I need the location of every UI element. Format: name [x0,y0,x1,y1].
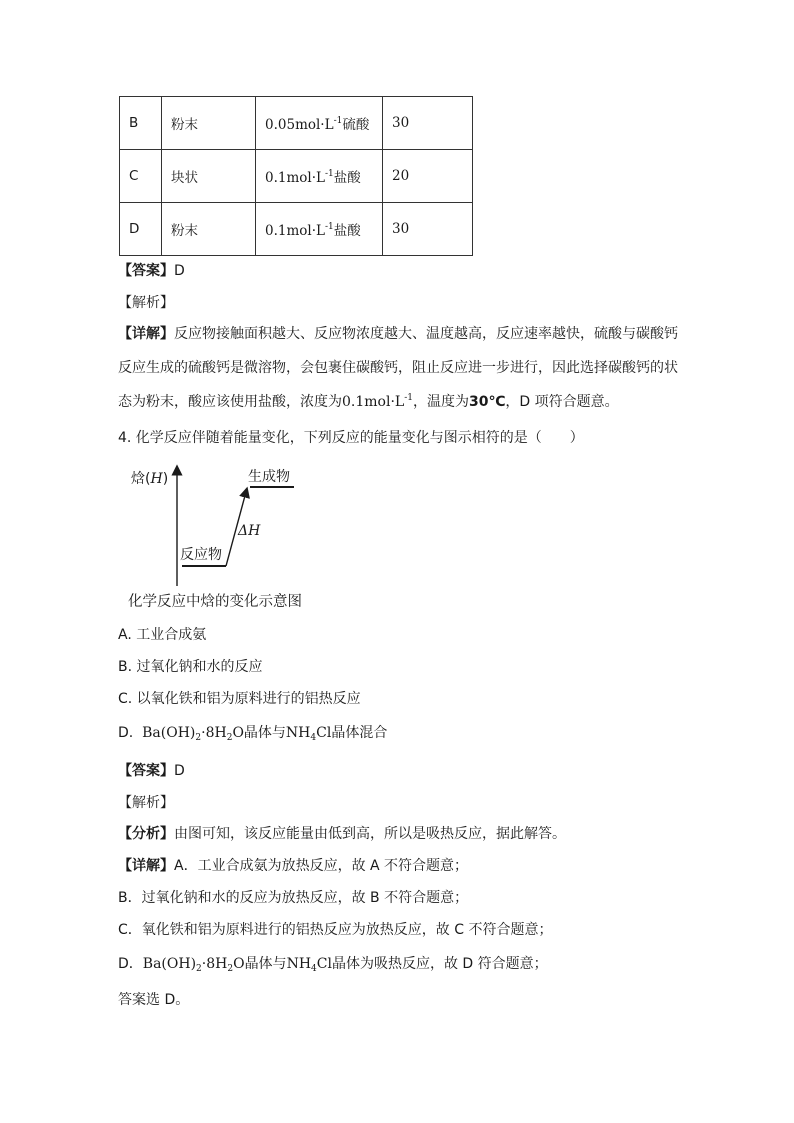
row-form: 粉末 [162,97,256,150]
q4-answer: 【答案】D [118,763,185,779]
row-form: 粉末 [162,203,256,256]
q4-detail-d: D．$Ba(OH)_2\cdot 8H_2O$晶体与$NH_4Cl$晶体为吸热反应，故 D 符合题意； [118,956,548,974]
row-temperature: 30 [383,97,473,150]
delta-h-label: ΔH [238,523,261,539]
table-row [120,97,473,150]
q4-fenxi: 【分析】由图可知，该反应能量由低到高，所以是吸热反应，据此解答。 [118,826,566,842]
row-letter: D [120,203,162,256]
table-row [120,150,473,203]
y-axis-label: 焓(H) [131,471,169,487]
q4-detail-b: B．过氧化钠和水的反应为放热反应，故 B 不符合题意； [118,890,469,906]
diagram-caption: 化学反应中焓的变化示意图 [128,594,302,610]
q4-detail-c: C．氧化铁和铝为原料进行的铝热反应为放热反应，故 C 不符合题意； [118,922,553,938]
option-b: B. 过氧化钠和水的反应 [118,659,263,675]
option-d: D. $Ba(OH)_2\cdot 8H_2O$晶体与$NH_4Cl$晶体混合 [118,725,388,743]
option-a: A. 工业合成氨 [118,627,207,643]
row-letter: C [120,150,162,203]
row-concentration: $0.1mol\cdot L^{-1}$盐酸 [256,150,383,203]
q3-detail-line-1: 【详解】反应物接触面积越大、反应物浓度越大、温度越高，反应速率越快，硫酸与碳酸钙 [118,326,678,342]
q3-analysis-tag: 【解析】 [118,295,174,311]
reactant-label: 反应物 [180,547,222,563]
q4-final-answer: 答案选 D。 [118,992,190,1008]
option-c: C. 以氧化铁和铝为原料进行的铝热反应 [118,691,361,707]
row-concentration: $0.05mol\cdot L^{-1}$硫酸 [256,97,383,150]
table-row [120,203,473,256]
q4-detail-a: 【详解】A．工业合成氨为放热反应，故 A 不符合题意； [118,858,469,874]
q4-analysis-tag: 【解析】 [118,795,174,811]
row-letter: B [120,97,162,150]
row-form: 块状 [162,150,256,203]
q4-stem: 4. 化学反应伴随着能量变化，下列反应的能量变化与图示相符的是（ ） [118,430,584,446]
q3-answer: 【答案】D [118,263,185,279]
row-concentration: $0.1mol\cdot L^{-1}$盐酸 [256,203,383,256]
enthalpy-diagram [128,462,328,612]
q3-detail-line-2: 反应生成的硫酸钙是微溶物，会包裹住碳酸钙，阻止反应进一步进行，因此选择碳酸钙的状 [118,360,678,376]
options-table [119,96,473,256]
q3-detail-line-3: 态为粉末，酸应该使用盐酸，浓度为$0.1mol\cdot L^{-1}$，温度为30℃，D 项符合题意。 [118,393,619,410]
row-temperature: 30 [383,203,473,256]
product-label: 生成物 [248,469,290,485]
row-temperature: 20 [383,150,473,203]
